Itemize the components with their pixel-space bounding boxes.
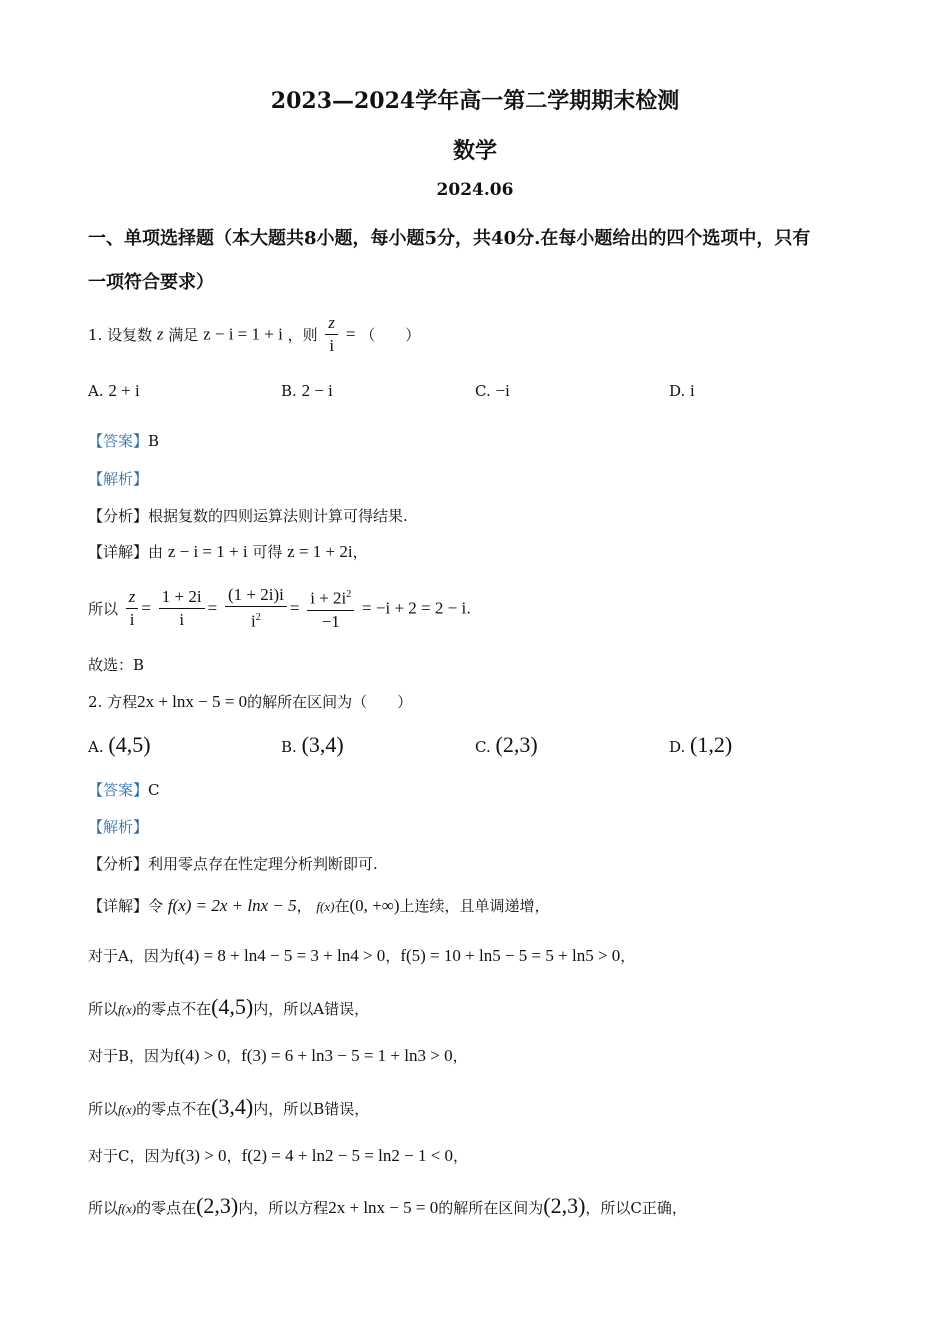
q1-equation: z − i = 1 + i bbox=[203, 324, 283, 344]
q1-analysis-label: 【解析】 bbox=[88, 470, 149, 488]
question-2-stem: 2. 方程2x + lnx − 5 = 0的解所在区间为（ ） bbox=[88, 692, 413, 711]
q1-mid: 满足 bbox=[168, 326, 199, 344]
q1-paren: （ ） bbox=[360, 326, 421, 344]
q2-line-a: 对于A，因为f(4) = 8 + ln4 − 5 = 3 + ln4 > 0，f(5) = 10 + ln5 − 5 = 5 + ln5 > 0， bbox=[88, 946, 636, 965]
q1-option-c: C. −i bbox=[475, 381, 510, 400]
q1-frac-den: i bbox=[329, 336, 335, 355]
q1-var: z bbox=[156, 324, 164, 344]
q1-option-d: D. i bbox=[669, 381, 695, 400]
q1-conclusion: 故选：B bbox=[88, 656, 145, 674]
q1-fraction bbox=[325, 312, 338, 357]
q2-line-a-conclusion: 所以f(x)的零点不在(4,5)内，所以A错误， bbox=[88, 994, 370, 1019]
q2-option-c: C. (2,3) bbox=[475, 732, 538, 757]
q2-option-d: D. (1,2) bbox=[669, 732, 733, 757]
q2-answer: 【答案】C bbox=[88, 781, 160, 799]
subject-title: 数学 bbox=[452, 138, 497, 164]
q1-xiangjie: 【详解】由 z − i = 1 + i 可得 z = 1 + 2i， bbox=[88, 542, 368, 561]
q2-analysis-label: 【解析】 bbox=[88, 818, 149, 836]
q1-option-b: B. 2 − i bbox=[281, 381, 333, 400]
q1-option-a: A. 2 + i bbox=[88, 381, 140, 400]
q2-line-b-conclusion: 所以f(x)的零点不在(3,4)内，所以B错误， bbox=[88, 1094, 370, 1119]
q2-fenxi: 【分析】利用零点存在性定理分析判断即可. bbox=[88, 855, 378, 873]
q2-xiangjie: 【详解】令 f(x) = 2x + lnx − 5， f(x)在(0, +∞)上连续，且单调递增， bbox=[88, 896, 550, 915]
q2-option-b: B. (3,4) bbox=[281, 732, 344, 757]
exam-date: 2024.06 bbox=[436, 180, 514, 200]
q1-then: ，则 bbox=[287, 326, 318, 344]
section-heading-line2: 一项符合要求） bbox=[88, 272, 214, 293]
q1-answer: 【答案】B bbox=[88, 432, 160, 450]
q2-line-c-conclusion: 所以f(x)的零点在(2,3)内，所以方程2x + lnx − 5 = 0的解所在区间为(2,3)，所以C正确， bbox=[88, 1193, 687, 1218]
q1-derivation: 所以 $\frac{z}{i}$ = $\frac{1 + 2i}{i}$ = $\frac{(1 + 2i)i}{i^2}$ = $\frac{i + 2i^2}{-1}$ = −i + 2 = 2 − i. bbox=[88, 585, 471, 631]
question-1-stem bbox=[88, 312, 420, 357]
q2-line-b: 对于B，因为f(4) > 0，f(3) = 6 + ln3 − 5 = 1 + ln3 > 0， bbox=[88, 1046, 468, 1065]
q2-line-c: 对于C，因为f(3) > 0，f(2) = 4 + ln2 − 5 = ln2 − 1 < 0， bbox=[88, 1146, 469, 1165]
q1-lead: 1. 设复数 bbox=[88, 325, 153, 344]
section-heading-line1: 一、单项选择题（本大题共8小题，每小题5分，共40分.在每小题给出的四个选项中，只有 bbox=[88, 228, 811, 249]
q1-frac-num: z bbox=[325, 312, 338, 335]
exam-title: 2023—2024学年高一第二学期期末检测 bbox=[270, 88, 680, 114]
q1-fenxi: 【分析】根据复数的四则运算法则计算可得结果. bbox=[88, 507, 408, 525]
q2-option-a: A. (4,5) bbox=[88, 732, 151, 757]
q1-eq: = bbox=[345, 324, 356, 344]
